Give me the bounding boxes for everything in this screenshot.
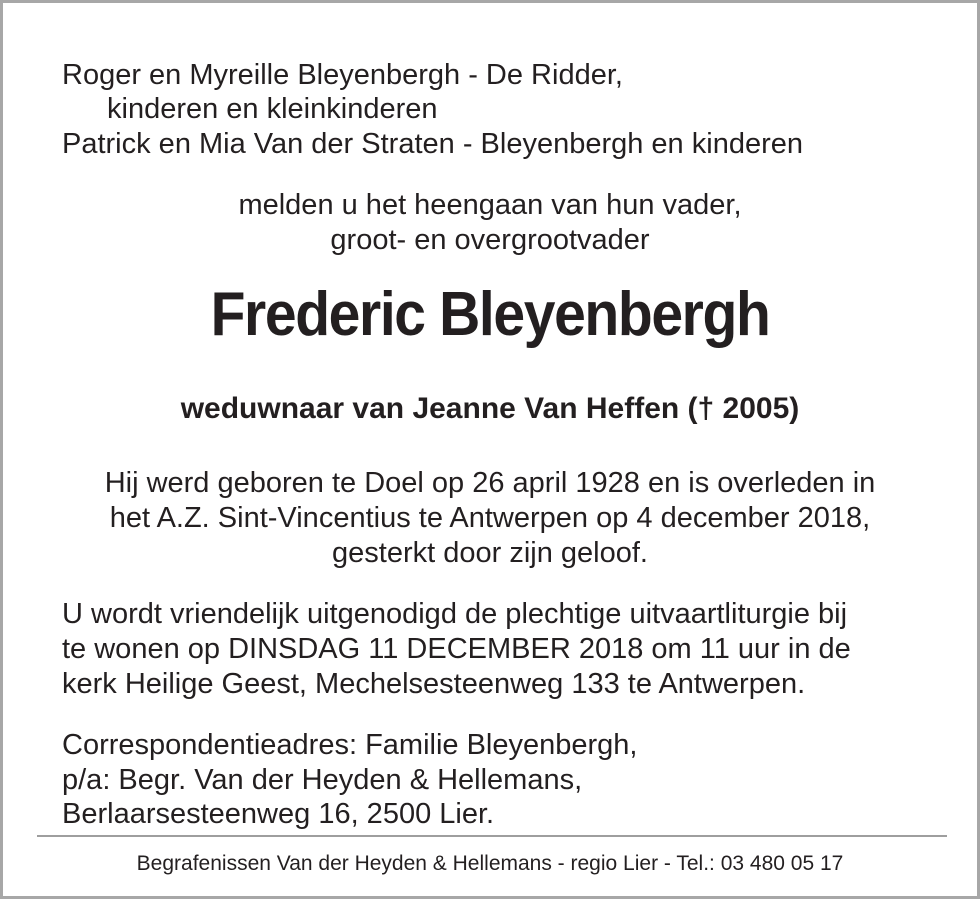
birth-death-line-2: het A.Z. Sint-Vincentius te Antwerpen op 4 december 2018, [109, 502, 871, 534]
birth-death-line-1: Hij werd geboren te Doel op 26 april 1928 en is overleden in [104, 467, 876, 499]
footer-divider [37, 835, 947, 837]
announcement-line-2: groot- en overgrootvader [330, 224, 650, 256]
correspondence-line-3: Berlaarsesteenweg 16, 2500 Lier. [62, 798, 495, 830]
family-line-2: kinderen en kleinkinderen [107, 93, 438, 125]
funeral-line-3: kerk Heilige Geest, Mechelsesteenweg 133 te Antwerpen. [62, 668, 806, 700]
deceased-name: Frederic Bleyenbergh [210, 280, 770, 349]
funeral-line-1: U wordt vriendelijk uitgenodigd de plechtige uitvaartliturgie bij [62, 598, 848, 630]
family-line-3: Patrick en Mia Van der Straten - Bleyenbergh en kinderen [62, 128, 803, 160]
birth-death-line-3: gesterkt door zijn geloof. [332, 537, 648, 569]
correspondence-line-1: Correspondentieadres: Familie Bleyenbergh, [62, 729, 638, 761]
footer-text: Begrafenissen Van der Heyden & Hellemans - regio Lier - Tel.: 03 480 05 17 [136, 852, 844, 875]
announcement-line-1: melden u het heengaan van hun vader, [238, 189, 742, 221]
funeral-line-2: te wonen op DINSDAG 11 DECEMBER 2018 om 11 uur in de [62, 633, 851, 665]
correspondence-line-2: p/a: Begr. Van der Heyden & Hellemans, [62, 764, 583, 796]
family-line-1: Roger en Myreille Bleyenbergh - De Ridder, [62, 59, 623, 91]
widower-line: weduwnaar van Jeanne Van Heffen († 2005) [180, 392, 800, 425]
